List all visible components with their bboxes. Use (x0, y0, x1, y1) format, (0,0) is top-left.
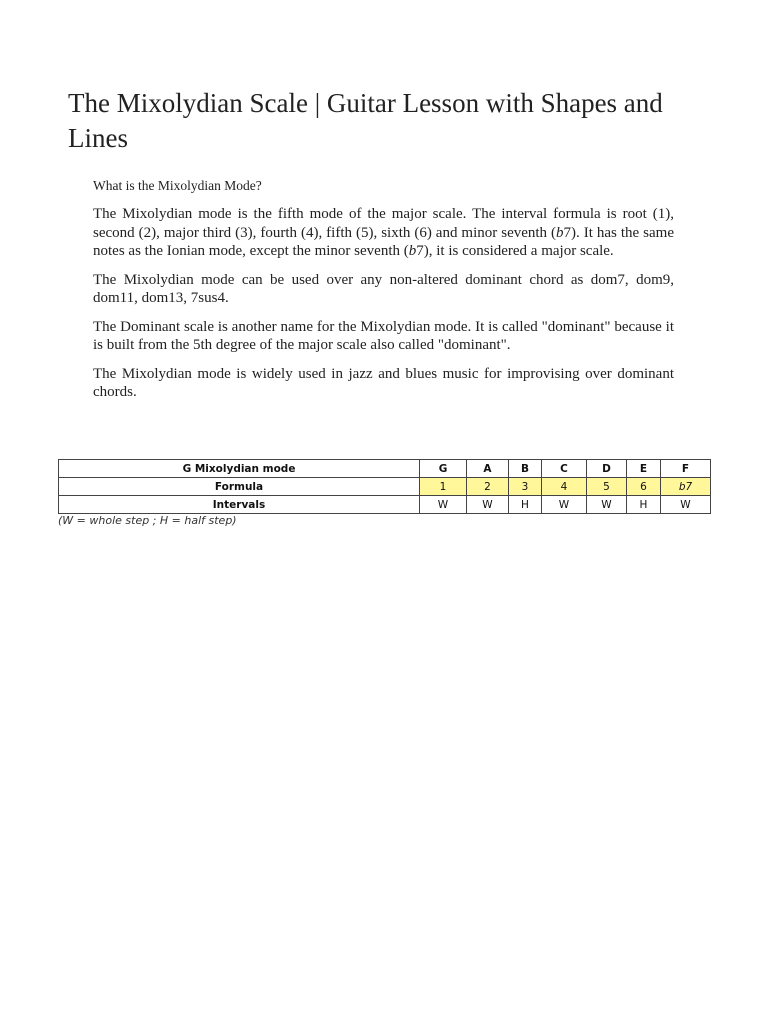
table-header-label: G Mixolydian mode (59, 460, 420, 478)
note-cell: G (420, 460, 467, 478)
note-cell: B (509, 460, 542, 478)
interval-cell: W (542, 496, 587, 514)
flat-symbol: b (556, 224, 564, 241)
paragraph-intro-part-3: 7), it is considered a major scale. (416, 243, 614, 259)
interval-cell: H (627, 496, 661, 514)
formula-cell: 4 (542, 478, 587, 496)
note-cell: D (587, 460, 627, 478)
interval-cell: H (509, 496, 542, 514)
table-row-notes (59, 460, 711, 478)
paragraph-intro (93, 205, 674, 261)
table-row-intervals (59, 496, 711, 514)
interval-cell: W (661, 496, 711, 514)
formula-cell: b7 (661, 478, 711, 496)
formula-cell: 2 (467, 478, 509, 496)
formula-label: Formula (59, 478, 420, 496)
article-body (93, 205, 674, 412)
interval-cell: W (420, 496, 467, 514)
paragraph-jazz-blues: The Mixolydian mode is widely used in jazz and blues music for improvising over dominant chords. (93, 365, 674, 400)
intervals-label: Intervals (59, 496, 420, 514)
paragraph-intro-part-1: The Mixolydian mode is the fifth mode of the major scale. The interval formula is root (1), second (2), major third (3), fourth (4), fifth (5), sixth (6) and minor seventh ( (93, 206, 674, 241)
paragraph-dominant: The Dominant scale is another name for the Mixolydian mode. It is called "dominant" because it is built from the 5th degree of the major scale also called "dominant". (93, 318, 674, 353)
page-title: The Mixolydian Scale | Guitar Lesson with Shapes and Lines (68, 88, 663, 153)
table-legend: (W = whole step ; H = half step) (58, 514, 237, 527)
note-cell: F (661, 460, 711, 478)
interval-cell: W (467, 496, 509, 514)
paragraph-usage: The Mixolydian mode can be used over any non-altered dominant chord as dom7, dom9, dom11, dom13, 7sus4. (93, 271, 674, 306)
formula-cell: 5 (587, 478, 627, 496)
paragraph-intro-part-2: 7). It has the same notes as the Ionian mode, except the minor seventh ( (93, 224, 674, 259)
formula-cell: 6 (627, 478, 661, 496)
mode-table (58, 459, 711, 514)
section-subheading: What is the Mixolydian Mode? (93, 178, 262, 193)
note-cell: A (467, 460, 509, 478)
formula-cell: 3 (509, 478, 542, 496)
interval-cell: W (587, 496, 627, 514)
flat-symbol: b (408, 243, 417, 259)
table-row-formula (59, 478, 711, 496)
note-cell: C (542, 460, 587, 478)
note-cell: E (627, 460, 661, 478)
formula-cell: 1 (420, 478, 467, 496)
